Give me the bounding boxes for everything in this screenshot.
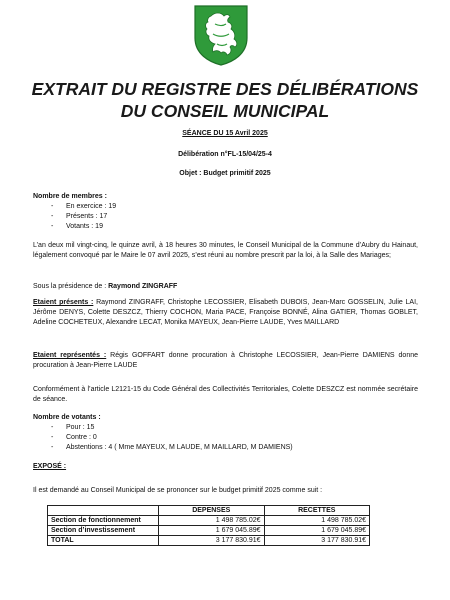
members-section bbox=[33, 192, 418, 232]
budget-header-depenses: DEPENSES bbox=[159, 506, 265, 516]
recettes-value: 1 679 045.89€ bbox=[264, 526, 370, 536]
votes-heading: Nombre de votants : bbox=[33, 414, 101, 421]
row-label: TOTAL bbox=[48, 536, 159, 546]
table-row bbox=[48, 536, 370, 546]
presidence-line bbox=[33, 282, 418, 292]
budget-table bbox=[47, 505, 370, 546]
table-row bbox=[48, 516, 370, 526]
members-present: - Présents : 17 bbox=[33, 212, 418, 222]
votes-section bbox=[33, 413, 418, 453]
votes-for: - Pour : 15 bbox=[33, 423, 418, 433]
depenses-value: 1 498 785.02€ bbox=[159, 516, 265, 526]
coat-of-arms-icon bbox=[193, 4, 249, 66]
represented-members-label: Etaient représentés : bbox=[33, 352, 107, 359]
budget-header-recettes: RECETTES bbox=[264, 506, 370, 516]
deliberation-subject: Objet : Budget primitif 2025 bbox=[179, 170, 271, 177]
row-label: Section de fonctionnement bbox=[48, 516, 159, 526]
table-row bbox=[48, 526, 370, 536]
deliberation-number: Délibération n°FL-15/04/25-4 bbox=[178, 151, 272, 158]
budget-header-blank bbox=[48, 506, 159, 516]
present-members-list: Raymond ZINGRAFF, Christophe LECOSSIER, Elisabeth DUBOIS, Jean-Marc GOSSELIN, Julie LAI, Jérôme DENYS, Colette DESZCZ, Thierry COCHON, Maria PACE, Françoise BONNÉ, Alina GATIER, Thomas GOBLET, Adeline COCHETEUX, Alexandre LECAT, Monika MAYEUX, Jean-Pierre LAUDE, Yves MAILLARD bbox=[33, 299, 418, 326]
present-members-paragraph bbox=[33, 298, 418, 328]
intro-paragraph: L’an deux mil vingt-cinq, le quinze avril, à 18 heures 30 minutes, le Conseil Municipal de la Commune d’Aubry du Hainaut, légalement convoqué par le Maire le 07 avril 2025, s’est réuni au nombre prescrit par la loi, à la Salle des Mariages; bbox=[33, 242, 418, 259]
votes-abstentions: - Abstentions : 4 ( Mme MAYEUX, M LAUDE, M MAILLARD, M DAMIENS) bbox=[33, 443, 418, 453]
budget-table-header-row bbox=[48, 506, 370, 516]
votes-against: - Contre : 0 bbox=[33, 433, 418, 443]
represented-members-paragraph bbox=[33, 351, 418, 371]
presidence-prefix: Sous la présidence de : bbox=[33, 283, 109, 290]
members-in-office: - En exercice : 19 bbox=[33, 202, 418, 212]
president-name: Raymond ZINGRAFF bbox=[108, 283, 178, 290]
members-voting: - Votants : 19 bbox=[33, 222, 418, 232]
expose-heading: EXPOSÉ : bbox=[33, 463, 67, 470]
seance-date: SÉANCE DU 15 Avril 2025 bbox=[182, 130, 268, 137]
depenses-value: 3 177 830.91€ bbox=[159, 536, 265, 546]
recettes-value: 1 498 785.02€ bbox=[264, 516, 370, 526]
present-members-label: Etaient présents : bbox=[33, 299, 94, 306]
recettes-value: 3 177 830.91€ bbox=[264, 536, 370, 546]
votes-list bbox=[33, 423, 418, 453]
document-title-line-1: EXTRAIT DU REGISTRE DES DÉLIBÉRATIONS bbox=[31, 79, 419, 99]
represented-members-list: Régis GOFFART donne procuration à Christophe LECOSSIER, Jean-Pierre DAMIENS donne procuration à Jean-Pierre LAUDE bbox=[33, 352, 418, 369]
document-title-line-2: DU CONSEIL MUNICIPAL bbox=[120, 101, 330, 121]
depenses-value: 1 679 045.89€ bbox=[159, 526, 265, 536]
row-label: Section d’investissement bbox=[48, 526, 159, 536]
members-heading: Nombre de membres : bbox=[33, 193, 107, 200]
members-list bbox=[33, 202, 418, 232]
secretary-paragraph: Conformément à l’article L2121-15 du Code Général des Collectivités Territoriales, Colette DESZCZ est nommée secrétaire de séance. bbox=[33, 386, 418, 403]
expose-text: Il est demandé au Conseil Municipal de se prononcer sur le budget primitif 2025 comme suit : bbox=[33, 487, 323, 494]
